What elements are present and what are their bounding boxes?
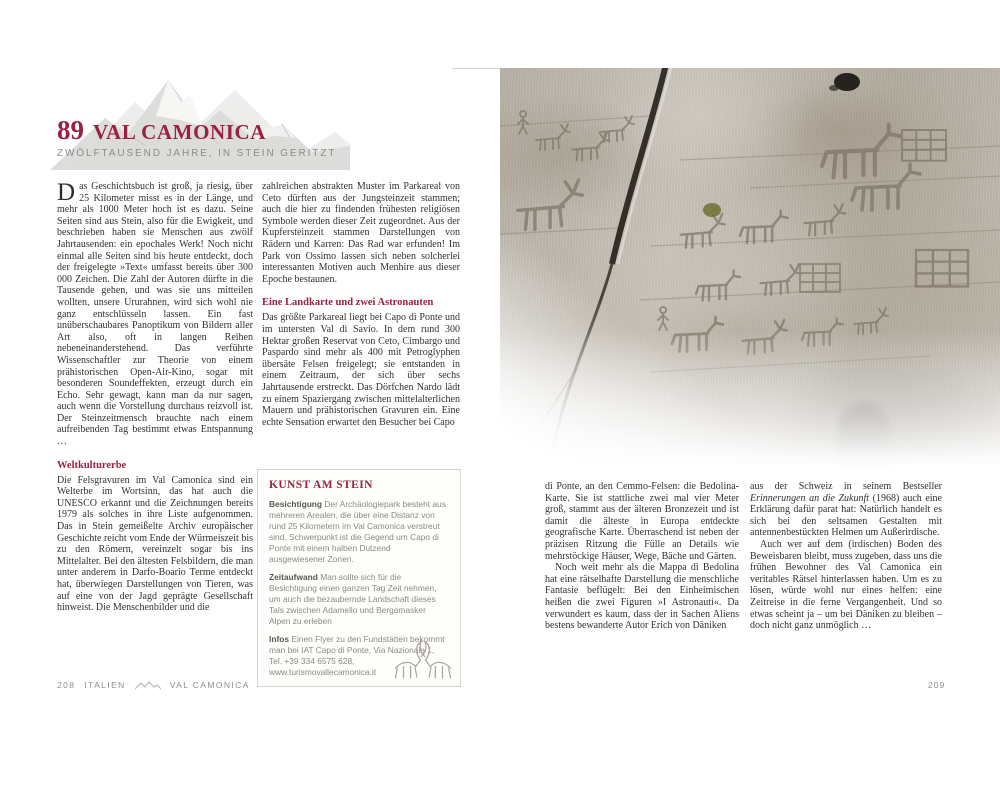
right-page-footer (928, 680, 945, 690)
info-box-title: KUNST AM STEIN (269, 479, 373, 491)
daeniken-paragraph (750, 481, 942, 539)
section-heading-weltkulturerbe: Weltkulturerbe (57, 459, 127, 471)
intro-paragraph-text: as Geschichtsbuch ist groß, ja riesig, über 25 Kilometer misst es in der Länge, und mehr als 1000 Meter hoch ist es dazu. Seine Seiten sind aus Stein, also für die Ewigkeit, und beschrieben haben sie Menschen aus zwölf Jahrtausenden: ein epochales Werk! Noch nicht einmal alle Seiten sind bis heute entdeckt, doch der freigelegte »Text« umfasst bereits über 300 000 Zeichen. Die Zahl der Autoren dürfte in die Tausende gehen, und was sie uns mitteilen wollten, unsere Ururahnen, wird sich wohl nie ganz entschlüsseln lassen. Ein fast unüberschaubares Panoptikum von Bildern aller Art also, oft in langen Reihen nebeneinanderstehend. Das verführte Wissenschaftler zur Theorie von einem prähistorischen Open-Air-Kino, sogar mit besonderen Soundeffekten, erzeugt durch ein Echo. Sehr gewagt, kann man da nur sagen, auch wenn die Vorstellung durchaus reizvoll ist. Der Steinzeitmensch brauchte nach einem aufreibenden Tag bestimmt etwas Entspannung … (57, 181, 253, 448)
chapter-number: 89 (57, 115, 84, 145)
left-page-column-1 (57, 181, 253, 614)
photo-fade-bottom (500, 330, 1000, 465)
petroglyph-photo (500, 68, 1000, 465)
photo-edge-hairline (452, 68, 500, 69)
info-box-kunst-am-stein (257, 469, 461, 687)
page-title: VAL CAMONICA (93, 120, 267, 144)
closing-paragraph: Auch wer auf dem (irdischen) Boden des Beweisbaren bleibt, muss zugeben, dass uns die frühen Bewohner des Val Camonica ein veritables Rätsel hinterlassen haben. Um es zu lösen, würde wohl nur eines helfen: eine Zeitreise in die ferne Vergangenheit. Und so etwas scheint ja – um bei Däniken zu bleiben – doch nicht ganz unmöglich … (750, 538, 942, 632)
astronauti-paragraph: Noch weit mehr als die Mappa di Bedolina hat eine rätselhafte Darstellung die menschliche Fantasie beflügelt: Bei den Einheimischen heißen die zwei Figuren »I Astronauti«. Da verwundert es kaum, dass der in Sachen Aliens bestens bewanderte Autor Erich von Däniken (545, 562, 739, 632)
drop-cap: D (57, 179, 76, 206)
daeniken-text-pre: aus der Schweiz in seinem Bestseller (750, 481, 942, 492)
bedolina-paragraph: di Ponte, an den Cemmo-Felsen: die Bedolina-Karte. Sie ist stattliche zwei mal vier Meter groß, stammt aus der älteren Bronzezeit und ist damit die älteste in Europa entdeckte geografische Karte. Überraschend ist neben der präzisen Ritzung die Fülle an Details wie mehrstöckige Häuser, Wege, Bäche und Gärten. (545, 481, 739, 562)
chapter-subtitle: ZWÖLFTAUSEND JAHRE, IN STEIN GERITZT (57, 148, 337, 159)
info-label-besichtigung: Besichtigung (269, 499, 323, 509)
right-page-number: 209 (928, 680, 946, 690)
info-text-infos: Einen Flyer zu den Fundstätten bekommt man bei IAT Capo di Ponte, Via Nazionale 1, Tel. +39 334 6575 628, www.turismovallecamonica.it (269, 634, 445, 677)
weltkulturerbe-continued-paragraph: zahlreichen abstrakten Muster im Parkareal von Ceto dürften aus der Jungsteinzeit stammen; auch die hier zu findenden frühesten religiösen Symbole werden dieser Zeit zugeordnet. Aus der Kupfersteinzeit stammen Darstellungen von Rädern und Karren: Das Rad war erfunden! Im Park von Ossimo lassen sich neben solcherlei interessanten Motiven auch Menhire aus dieser Epoche bestaunen. (262, 181, 460, 285)
info-label-zeitaufwand: Zeitaufwand (269, 572, 318, 582)
info-text-zeitaufwand: Man sollte sich für die Besichtigung einen ganzen Tag Zeit nehmen, um auch die bezaubernde Landschaft dieses Tals zwischen Adamello und Bergamasker Alpen zu erleben (269, 572, 437, 626)
right-page-column-2 (750, 481, 942, 632)
info-entry-besichtigung (269, 499, 449, 565)
chapter-title-line (57, 117, 336, 143)
footer-chapter-label: VAL CAMONICA (169, 680, 250, 690)
footer-section-label: ITALIEN (84, 680, 126, 690)
info-label-infos: Infos (269, 634, 290, 644)
ibex-petroglyph-icon (392, 640, 454, 682)
mountain-range-icon (135, 681, 161, 690)
left-page-footer (57, 680, 250, 690)
daeniken-text-post: (1968) auch eine Erklärung dafür parat hat: Natürlich handelt es sich bei den seltsamen Gestalten mit antennenbestückten Helmen um Außerirdische. (750, 492, 942, 539)
lichen-patch (703, 203, 721, 217)
right-page-column-1 (545, 481, 739, 632)
book-title-italic: Erinnerungen an die Zukunft (750, 492, 870, 504)
weltkulturerbe-paragraph: Die Felsgravuren im Val Camonica sind ein Welterbe im Wortsinn, das hat auch die UNESCO erkannt und die Zeichnungen bereits 1979 als solches in ihre Liste aufgenommen. Das in Stein gemeißelte Archiv europäischer Geschichte reicht vom Ende der Würmeiszeit bis zu den Römern, vereinzelt sogar bis ins Mittelalter. Bei den ältesten Felsbildern, die man unter anderem in Darfo-Boario Terme entdeckt hat, überwiegen Darstellungen von Tieren, was auf eine von der Jagd geprägte Gesellschaft hinweist. Die Menschenbilder und die (57, 474, 253, 614)
info-text-besichtigung: Der Archäologiepark besteht aus mehreren Arealen, die über eine Distanz von rund 25 Kilometern im Val Camonica verstreut sind. Schwerpunkt ist die Gegend um Capo di Ponte mit einem halben Dutzend ausgewiesener Zonen. (269, 499, 446, 564)
section-heading-landkarte: Eine Landkarte und zwei Astronauten (262, 297, 434, 309)
left-page-column-2 (262, 181, 460, 428)
left-page-number: 208 (57, 680, 76, 690)
landkarte-paragraph: Das größte Parkareal liegt bei Capo di Ponte und im untersten Val di Savio. In dem rund 300 Hektar großen Reservat von Ceto, Cimbargo und Paspardo sind mehr als 400 mit Petroglyphen übersäte Felsen freigelegt; sie entstanden in einem Zeitraum, der sich über sechs Jahrtausende erstreckt. Das Dörfchen Nardo lädt zu einem Spaziergang zwischen mittelalterlichen Mauern und prähistorischen Gravuren ein. Eine echte Sensation erwartet den Besucher bei Capo (262, 312, 460, 428)
info-entry-zeitaufwand (269, 572, 449, 627)
intro-paragraph (57, 181, 253, 448)
chapter-header (57, 117, 336, 159)
